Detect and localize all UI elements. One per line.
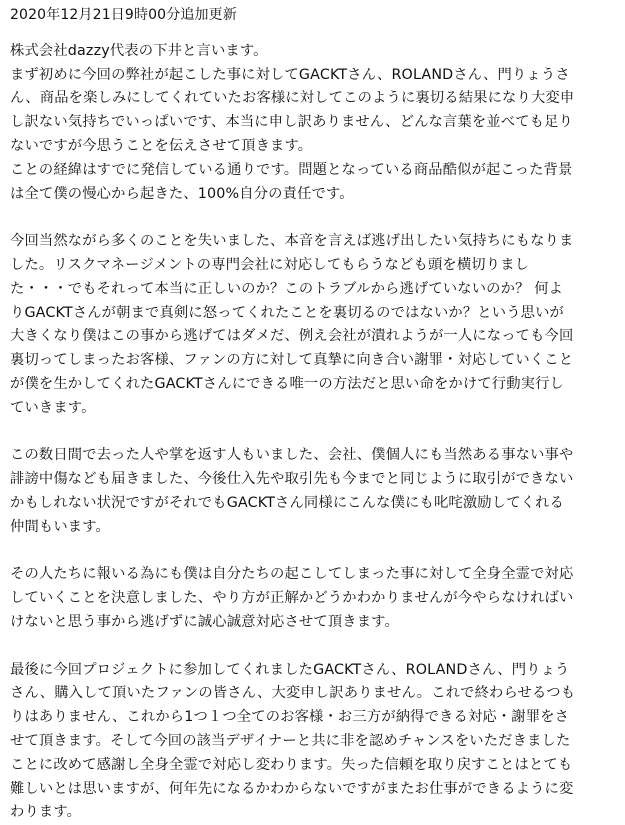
text-line: した。リスクマネージメントの専門会社に対応してもらうなども頭を横切りまし (10, 256, 530, 273)
text-line: 裏切ってしまったお客様、ファンの方に対して真摯に向き合い謝罪・対応していくこと (10, 352, 574, 369)
text-line: わります。 (10, 804, 82, 821)
paragraph-support (10, 444, 620, 539)
paragraph-introduction (10, 40, 620, 207)
text-line: 難しいとは思いますが、何年先になるかわからないですがまたお仕事ができるように変 (10, 780, 574, 797)
paragraph-resolve (10, 563, 620, 634)
paragraph-apology (10, 659, 620, 825)
text-line: た・・・でもそれって本当に正しいのか？このトラブルから逃げていないのか？ 何よ (10, 280, 564, 297)
text-line: 最後に今回プロジェクトに参加してくれましたGACKTさん、ROLANDさん、門りょう (10, 661, 570, 678)
paragraph-spacer (10, 421, 620, 445)
update-timestamp: 2020年12月21日9時00分追加更新 (10, 7, 237, 23)
text-line: この数日間で去った人や掌を返す人もいました、会社、僕個人にも当然ある事ない事や (10, 447, 574, 464)
text-line: 株式会社dazzy代表の下井と言います。 (10, 42, 268, 59)
text-line: 仲間もいます。 (10, 518, 110, 535)
text-line: は全て僕の慢心から起きた、100%自分の責任です。 (10, 185, 354, 202)
text-line: ことに改めて感謝し全身全霊で対応し変わります。失った信頼を取り戻すことはとても (10, 756, 573, 773)
text-line: し訳ない気持ちでいっぱいです、本当に申し訳ありません、どんな言葉を並べても足り (10, 114, 573, 131)
paragraph-spacer (10, 635, 620, 659)
text-line: ことの経緯はすでに発信している通りです。問題となっている商品酷似が起こった背景 (10, 161, 573, 178)
text-line: 大きくなり僕はこの事から逃げてはダメだ、例え会社が潰れようが一人になっても今回 (10, 328, 574, 345)
text-line: せて頂きます。そして今回の該当デザイナーと共に非を認めチャンスをいただきました (10, 732, 571, 749)
paragraph-losses (10, 230, 620, 420)
text-line: ないですが今思うことを伝えさせて頂きます。 (10, 137, 313, 154)
text-line: かもしれない状況ですがそれでもGACKTさん同様にこんな僕にも叱咤激励してくれる (10, 494, 564, 511)
text-line: していくことを決意しました、やり方が正解かどうかわかりませんが今やらなければい (10, 590, 574, 607)
text-line: りはありません、これから1つ１つ全てのお客様・お三方が納得できる対応・謝罪をさ (10, 709, 570, 726)
text-line: その人たちに報いる為にも僕は自分たちの起こしてしまった事に対して全身全霊で対応 (10, 566, 574, 583)
paragraph-spacer (10, 206, 620, 230)
text-line: が僕を生かしてくれたGACKTさんにできる唯一の方法だと思い命をかけて行動実行し (10, 375, 564, 392)
text-line: ん、商品を楽しみにしてくれていたお客様に対してこのように裏切る結果になり大変申 (10, 90, 575, 107)
text-line: りGACKTさんが朝まで真剣に怒ってくれたことを裏切るのではないか？という思いが (10, 304, 564, 321)
text-line: 今回当然ながら多くのことを失いました、本音を言えば逃げ出したい気持ちにもなりま (10, 233, 574, 250)
text-line: ていきます。 (10, 399, 96, 416)
statement-document (10, 4, 620, 825)
text-line: さん、購入して頂いたファンの皆さん、大変申し訳ありません。これで終わらせるつも (10, 685, 576, 702)
text-line: まず初めに今回の弊社が起こした事に対してGACKTさん、ROLANDさん、門りょうさ (10, 66, 570, 83)
text-line: けないと思う事から逃げずに誠心誠意対応させて頂きます。 (10, 613, 399, 630)
text-line: 誹謗中傷なども届きました、今後仕入先や取引先も今までと同じように取引ができない (10, 471, 574, 488)
paragraph-spacer (10, 540, 620, 564)
